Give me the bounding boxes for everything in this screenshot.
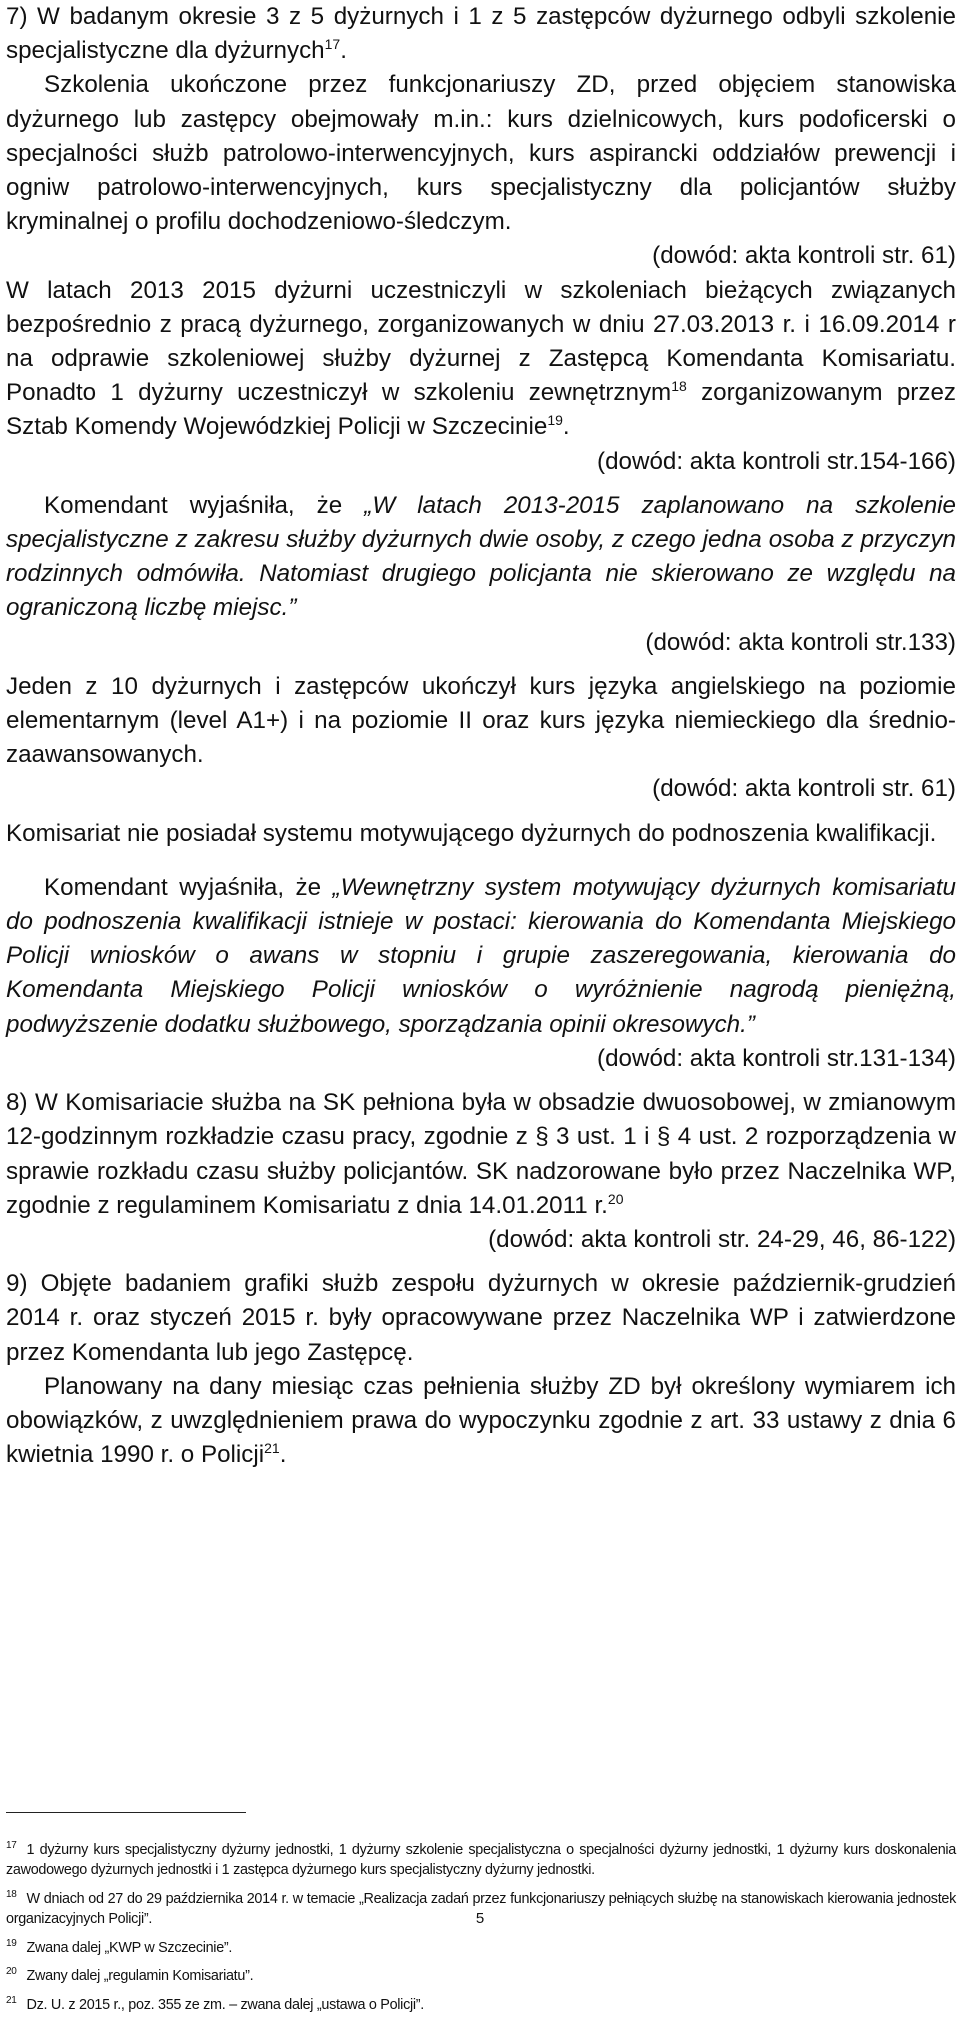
- page-number: 5: [475, 1910, 485, 1927]
- footnote-18: $^{18}$ W dniach od 27 do 29 października 2014 r. w temacie „Realizacja zadań przez funkcjonariuszy pełniących służbę na stanowiskach kierowania jednostek organizacyjnych Policji”.: [6, 1888, 956, 1927]
- evidence-ref: (dowód: akta kontroli str.133): [645, 628, 956, 656]
- paragraph-commander-explanation-2: Komendant wyjaśniła, że „Wewnętrzny system motywujący dyżurnych komisariatu do podnoszenia kwalifikacji istnieje w postaci: kierowania do Komendanta Miejskiego Policji wniosków o awans w stopniu i grupie zaszeregowania, kierowania do Komendanta Miejskiego Policji wniosków o wyróżnienie nagrodą pieniężną, podwyższenie dodatku służbowego, sporządzania opinii okresowych.”: [6, 873, 956, 1038]
- paragraph-language-courses: Jeden z 10 dyżurnych i zastępców ukończył kurs języka angielskiego na poziomie elementarnym (level A1+) i na poziomie II oraz kurs języka niemieckiego dla średnio-zaawansowanych.: [6, 672, 956, 769]
- evidence-ref: (dowód: akta kontroli str. 61): [652, 242, 956, 270]
- footnote-21: $^{21}$ Dz. U. z 2015 r., poz. 355 ze zm. – zwana dalej „ustawa o Policji”.: [6, 1995, 424, 2013]
- paragraph-7: 7) W badanym okresie 3 z 5 dyżurnych i 1 z 5 zastępców dyżurnego odbyli szkolenie specjalistyczne dla dyżurnych$^{17}$.: [6, 3, 956, 65]
- evidence-ref: (dowód: akta kontroli str. 24-29, 46, 86-122): [488, 1225, 956, 1253]
- footnote-19: $^{19}$ Zwana dalej „KWP w Szczecinie”.: [6, 1937, 233, 1956]
- paragraph-current-training: W latach 2013 2015 dyżurni uczestniczyli w szkoleniach bieżących związanych bezpośrednio z pracą dyżurnego, zorganizowanych w dniu 27.03.2013 r. i 16.09.2014 r na odprawie szkoleniowej służby dyżurnej z Zastępcą Komendanta Komisariatu. Ponadto 1 dyżurny uczestniczył w szkoleniu zewnętrznym$^{18}$ zorganizowanym przez Sztab Komendy Wojewódzkiej Policji w Szczecinie$^{19}$.: [6, 276, 957, 441]
- footnotes: [6, 1836, 956, 2020]
- paragraph-commander-explanation-1: Komendant wyjaśniła, że „W latach 2013-2015 zaplanowano na szkolenie specjalistyczne z zakresu służby dyżurnych dwie osoby, z czego jedna osoba z przyczyn rodzinnych odmówiła. Natomiast drugiego policjanta nie skierowano ze względu na ograniczoną liczbę miejsc.”: [6, 491, 956, 622]
- paragraph-planned-time: Planowany na dany miesiąc czas pełnienia służby ZD był określony wymiarem ich obowiązków, z uwzględnieniem prawa do wypoczynku zgodnie z art. 33 ustawy z dnia 6 kwietnia 1990 r. o Policji$^{21}$.: [6, 1372, 956, 1469]
- paragraph-training: Szkolenia ukończone przez funkcjonariuszy ZD, przed objęciem stanowiska dyżurnego lub zastępcy obejmowały m.in.: kurs dzielnicowych, kurs podoficerski o specjalności służb patrolowo-interwencyjnych, kurs aspirancki oddziałów prewencji i ogniw patrolowo-interwencyjnych, kurs specjalistyczny dla policjantów służby kryminalnej o profilu dochodzeniowo-śledczym.: [6, 71, 956, 236]
- footnote-divider: [6, 1812, 246, 1813]
- footnote-ref-19[interactable]: 19: [547, 412, 563, 429]
- evidence-ref: (dowód: akta kontroli str.154-166): [597, 447, 956, 475]
- footnote-ref-20[interactable]: 20: [607, 1190, 624, 1207]
- footnote-ref-21[interactable]: 21: [264, 1440, 280, 1457]
- evidence-ref: (dowód: akta kontroli str.131-134): [597, 1044, 956, 1072]
- paragraph-8: 8) W Komisariacie służba na SK pełniona była w obsadzie dwuosobowej, w zmianowym 12-godzinnym rozkładzie czasu pracy, zgodnie z § 3 ust. 1 i § 4 ust. 2 rozporządzenia w sprawie rozkładu czasu służby policjantów. SK nadzorowane było przez Naczelnika WP, zgodnie z regulaminem Komisariatu z dnia 14.01.2011 r.$^{20}$: [6, 1089, 956, 1219]
- footnote-ref-18[interactable]: 18: [671, 378, 687, 395]
- paragraph-9: 9) Objęte badaniem grafiki służb zespołu dyżurnych w okresie październik-grudzień 2014 r. oraz styczeń 2015 r. były opracowywane przez Naczelnika WP i zatwierdzone przez Komendanta lub jego Zastępcę.: [6, 1270, 956, 1366]
- evidence-ref: (dowód: akta kontroli str. 61): [652, 775, 956, 803]
- body-text: [6, 0, 956, 1472]
- paragraph-no-motivation-system: Komisariat nie posiadał systemu motywującego dyżurnych do podnoszenia kwalifikacji.: [6, 819, 937, 847]
- footnote-20: $^{20}$ Zwany dalej „regulamin Komisariatu”.: [6, 1966, 254, 1985]
- footnote-17: $^{17}$ 1 dyżurny kurs specjalistyczny dyżurny jednostki, 1 dyżurny szkolenie specjalistyczna o specjalności dyżurny jednostki, 1 dyżurny kurs doskonalenia zawodowego dyżurnych jednostki i 1 zastępca dyżurnego kurs specjalistyczny dyżurny jednostki.: [6, 1840, 956, 1878]
- footnote-ref-17[interactable]: 17: [324, 36, 341, 53]
